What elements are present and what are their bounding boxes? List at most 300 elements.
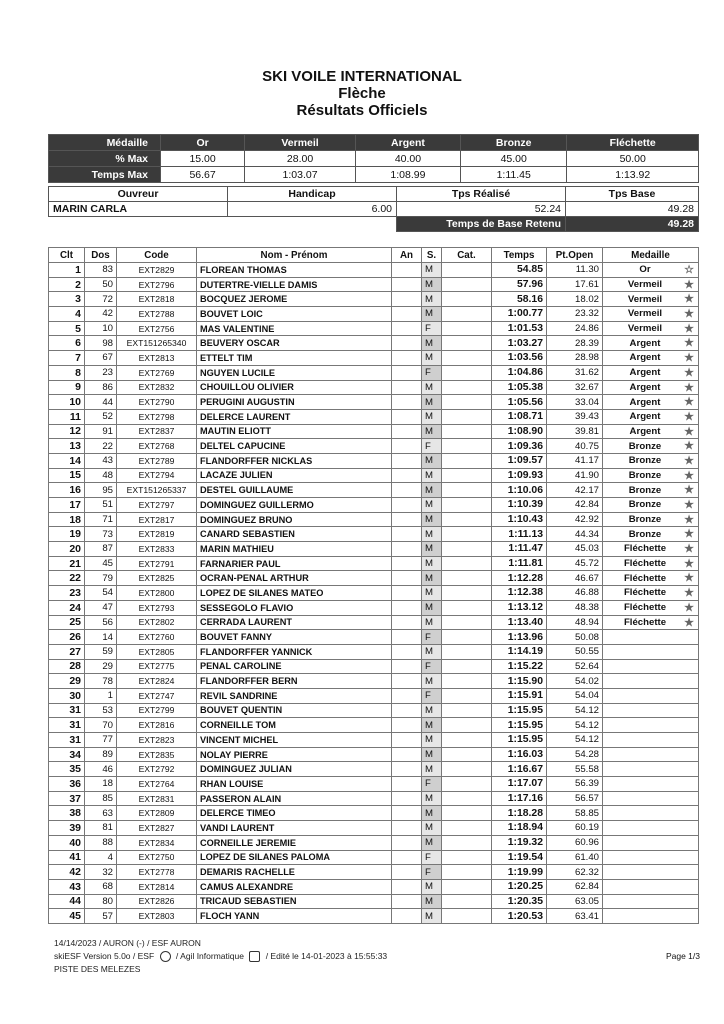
year-cell — [392, 571, 422, 586]
code-cell: EXT2800 — [117, 586, 197, 601]
name-cell: CORNEILLE TOM — [197, 718, 392, 733]
sex-cell: M — [422, 453, 442, 468]
sex-cell: M — [422, 909, 442, 924]
code-cell: EXT2750 — [117, 850, 197, 865]
ouvreur-handicap: 6.00 — [228, 202, 397, 217]
table-row — [49, 321, 699, 336]
medal-cell — [603, 365, 699, 380]
category-cell — [442, 542, 492, 557]
code-cell: EXT2837 — [117, 424, 197, 439]
time-cell: 1:15.91 — [492, 688, 547, 703]
sex-cell: M — [422, 498, 442, 513]
name-cell: NOLAY PIERRE — [197, 747, 392, 762]
points-cell: 41.17 — [547, 453, 603, 468]
code-cell: EXT2826 — [117, 894, 197, 909]
sex-cell: M — [422, 747, 442, 762]
bib-cell: 44 — [85, 395, 117, 410]
col-code: Code — [117, 248, 197, 263]
medal-cell — [603, 321, 699, 336]
pct-argent: 40.00 — [355, 151, 460, 167]
star-icon: ★ — [684, 484, 694, 497]
table-row — [49, 688, 699, 703]
footer-piste: PISTE DES MELEZES — [54, 964, 141, 974]
bib-cell: 80 — [85, 894, 117, 909]
star-icon: ★ — [684, 308, 694, 321]
time-cell: 1:15.95 — [492, 718, 547, 733]
star-icon: ☆ — [684, 264, 694, 276]
medal-label: Fléchette — [623, 558, 667, 570]
table-row — [49, 263, 699, 278]
table-row — [49, 821, 699, 836]
name-cell: MAUTIN ELIOTT — [197, 424, 392, 439]
points-cell: 42.92 — [547, 512, 603, 527]
year-cell — [392, 527, 422, 542]
col-cat: Cat. — [442, 248, 492, 263]
tps-realise-header: Tps Réalisé — [397, 187, 566, 202]
name-cell: FLANDORFFER YANNICK — [197, 644, 392, 659]
year-cell — [392, 850, 422, 865]
code-cell: EXT151265340 — [117, 336, 197, 351]
star-icon: ★ — [684, 601, 694, 614]
sex-cell: M — [422, 380, 442, 395]
col-an: An — [392, 248, 422, 263]
pct-label: % Max — [49, 151, 161, 167]
time-cell: 57.96 — [492, 277, 547, 292]
name-cell: PENAL CAROLINE — [197, 659, 392, 674]
medal-label: Argent — [629, 396, 661, 408]
points-cell: 62.32 — [547, 865, 603, 880]
bib-cell: 79 — [85, 571, 117, 586]
name-cell: PASSERON ALAIN — [197, 791, 392, 806]
time-cell: 1:04.86 — [492, 365, 547, 380]
name-cell: OCRAN-PENAL ARTHUR — [197, 571, 392, 586]
category-cell — [442, 409, 492, 424]
table-row — [49, 380, 699, 395]
name-cell: TRICAUD SEBASTIEN — [197, 894, 392, 909]
category-cell — [442, 703, 492, 718]
category-cell — [442, 747, 492, 762]
points-cell: 50.55 — [547, 644, 603, 659]
category-cell — [442, 571, 492, 586]
medal-col-vermeil: Vermeil — [245, 135, 356, 151]
code-cell: EXT2802 — [117, 615, 197, 630]
code-cell: EXT2816 — [117, 718, 197, 733]
time-flechette: 1:13.92 — [567, 167, 699, 183]
name-cell: REVIL SANDRINE — [197, 688, 392, 703]
table-row — [49, 615, 699, 630]
name-cell: FLANDORFFER BERN — [197, 674, 392, 689]
name-cell: DELTEL CAPUCINE — [197, 439, 392, 454]
medal-cell — [603, 835, 699, 850]
year-cell — [392, 688, 422, 703]
sex-cell: F — [422, 630, 442, 645]
results-heading: Résultats Officiels — [296, 102, 428, 119]
medal-label: Argent — [629, 367, 661, 379]
bib-cell: 50 — [85, 277, 117, 292]
time-cell: 1:18.28 — [492, 806, 547, 821]
name-cell: CERRADA LAURENT — [197, 615, 392, 630]
code-cell: EXT2789 — [117, 453, 197, 468]
bib-cell: 43 — [85, 453, 117, 468]
time-cell: 1:16.67 — [492, 762, 547, 777]
bib-cell: 83 — [85, 263, 117, 278]
rank-cell: 4 — [49, 307, 85, 322]
rank-cell: 12 — [49, 424, 85, 439]
name-cell: DELERCE LAURENT — [197, 409, 392, 424]
esf-logo-icon — [160, 951, 171, 962]
year-cell — [392, 263, 422, 278]
points-cell: 45.72 — [547, 556, 603, 571]
medal-col-bronze: Bronze — [461, 135, 567, 151]
code-cell: EXT2796 — [117, 277, 197, 292]
retenu-label: Temps de Base Retenu — [397, 217, 566, 232]
points-cell: 48.94 — [547, 615, 603, 630]
code-cell: EXT2805 — [117, 644, 197, 659]
medal-cell — [603, 703, 699, 718]
points-cell: 55.58 — [547, 762, 603, 777]
medal-cell — [603, 512, 699, 527]
code-cell: EXT2833 — [117, 542, 197, 557]
sex-cell: M — [422, 733, 442, 748]
rank-cell: 28 — [49, 659, 85, 674]
points-cell: 58.85 — [547, 806, 603, 821]
medal-cell — [603, 909, 699, 924]
medal-cell — [603, 586, 699, 601]
year-cell — [392, 909, 422, 924]
year-cell — [392, 556, 422, 571]
medal-cell — [603, 307, 699, 322]
col-temps: Temps — [492, 248, 547, 263]
medal-label: Argent — [629, 337, 661, 349]
category-cell — [442, 894, 492, 909]
time-cell: 1:13.12 — [492, 600, 547, 615]
rank-cell: 17 — [49, 498, 85, 513]
year-cell — [392, 512, 422, 527]
code-cell: EXT2818 — [117, 292, 197, 307]
time-cell: 1:08.90 — [492, 424, 547, 439]
footer-version: skiESF Version 5.0o / ESF — [54, 951, 155, 961]
code-cell: EXT2793 — [117, 600, 197, 615]
name-cell: DEMARIS RACHELLE — [197, 865, 392, 880]
rank-cell: 15 — [49, 468, 85, 483]
bib-cell: 68 — [85, 879, 117, 894]
time-cell: 1:13.40 — [492, 615, 547, 630]
time-cell: 1:15.95 — [492, 703, 547, 718]
category-cell — [442, 453, 492, 468]
code-cell: EXT2798 — [117, 409, 197, 424]
time-cell: 1:17.16 — [492, 791, 547, 806]
points-cell: 41.90 — [547, 468, 603, 483]
code-cell: EXT2799 — [117, 703, 197, 718]
sex-cell: M — [422, 277, 442, 292]
medal-col-flechette: Fléchette — [567, 135, 699, 151]
time-bronze: 1:11.45 — [461, 167, 567, 183]
star-icon: ★ — [684, 572, 694, 585]
tps-base-header: Tps Base — [566, 187, 699, 202]
bib-cell: 85 — [85, 791, 117, 806]
bib-cell: 53 — [85, 703, 117, 718]
name-cell: DELERCE TIMEO — [197, 806, 392, 821]
table-row — [49, 747, 699, 762]
points-cell: 60.96 — [547, 835, 603, 850]
pct-vermeil: 28.00 — [245, 151, 356, 167]
sex-cell: M — [422, 821, 442, 836]
bib-cell: 98 — [85, 336, 117, 351]
category-cell — [442, 527, 492, 542]
time-cell: 1:10.43 — [492, 512, 547, 527]
sex-cell: F — [422, 850, 442, 865]
name-cell: ETTELT TIM — [197, 351, 392, 366]
category-cell — [442, 644, 492, 659]
table-row — [49, 453, 699, 468]
time-cell: 1:09.57 — [492, 453, 547, 468]
category-cell — [442, 512, 492, 527]
star-icon: ★ — [684, 469, 694, 482]
sex-cell: M — [422, 483, 442, 498]
code-cell: EXT151265337 — [117, 483, 197, 498]
table-row — [49, 733, 699, 748]
name-cell: BOUVET LOIC — [197, 307, 392, 322]
points-cell: 52.64 — [547, 659, 603, 674]
points-cell: 54.28 — [547, 747, 603, 762]
year-cell — [392, 865, 422, 880]
name-cell: DOMINGUEZ GUILLERMO — [197, 498, 392, 513]
category-cell — [442, 483, 492, 498]
medal-cell — [603, 615, 699, 630]
code-cell: EXT2829 — [117, 263, 197, 278]
year-cell — [392, 630, 422, 645]
table-row — [49, 659, 699, 674]
code-cell: EXT2824 — [117, 674, 197, 689]
star-icon: ★ — [684, 425, 694, 438]
table-row — [49, 644, 699, 659]
name-cell: BEUVERY OSCAR — [197, 336, 392, 351]
medal-cell — [603, 424, 699, 439]
code-cell: EXT2790 — [117, 395, 197, 410]
medal-label: Vermeil — [627, 323, 663, 335]
rank-cell: 31 — [49, 703, 85, 718]
rank-cell: 31 — [49, 718, 85, 733]
ouvreur-tps-realise: 52.24 — [397, 202, 566, 217]
medal-label: Bronze — [628, 499, 662, 511]
name-cell: SESSEGOLO FLAVIO — [197, 600, 392, 615]
year-cell — [392, 879, 422, 894]
name-cell: LOPEZ DE SILANES MATEO — [197, 586, 392, 601]
name-cell: BOUVET QUENTIN — [197, 703, 392, 718]
rank-cell: 7 — [49, 351, 85, 366]
rank-cell: 37 — [49, 791, 85, 806]
rank-cell: 42 — [49, 865, 85, 880]
name-cell: BOCQUEZ JEROME — [197, 292, 392, 307]
name-cell: VINCENT MICHEL — [197, 733, 392, 748]
medal-cell — [603, 879, 699, 894]
table-row — [49, 806, 699, 821]
points-cell: 54.12 — [547, 733, 603, 748]
medal-cell — [603, 600, 699, 615]
table-row — [49, 556, 699, 571]
sex-cell: M — [422, 835, 442, 850]
sex-cell: M — [422, 644, 442, 659]
rank-cell: 38 — [49, 806, 85, 821]
category-cell — [442, 777, 492, 792]
medal-cell — [603, 527, 699, 542]
medal-cell — [603, 644, 699, 659]
bib-cell: 86 — [85, 380, 117, 395]
table-row — [49, 865, 699, 880]
sex-cell: M — [422, 542, 442, 557]
sex-cell: M — [422, 512, 442, 527]
name-cell: BOUVET FANNY — [197, 630, 392, 645]
category-cell — [442, 615, 492, 630]
medal-cell — [603, 395, 699, 410]
bib-cell: 10 — [85, 321, 117, 336]
category-cell — [442, 688, 492, 703]
time-cell: 1:18.94 — [492, 821, 547, 836]
rank-cell: 36 — [49, 777, 85, 792]
rank-cell: 35 — [49, 762, 85, 777]
year-cell — [392, 439, 422, 454]
sex-cell: M — [422, 806, 442, 821]
year-cell — [392, 351, 422, 366]
sex-cell: M — [422, 263, 442, 278]
rank-cell: 27 — [49, 644, 85, 659]
points-cell: 50.08 — [547, 630, 603, 645]
table-row — [49, 424, 699, 439]
points-cell: 46.88 — [547, 586, 603, 601]
points-cell: 48.38 — [547, 600, 603, 615]
category-cell — [442, 468, 492, 483]
col-pt-open: Pt.Open — [547, 248, 603, 263]
medal-cell — [603, 483, 699, 498]
table-row — [49, 336, 699, 351]
rank-cell: 8 — [49, 365, 85, 380]
medal-cell — [603, 733, 699, 748]
star-icon: ★ — [684, 352, 694, 365]
time-cell: 1:15.95 — [492, 733, 547, 748]
time-cell: 54.85 — [492, 263, 547, 278]
bib-cell: 1 — [85, 688, 117, 703]
bib-cell: 29 — [85, 659, 117, 674]
category-cell — [442, 439, 492, 454]
rank-cell: 25 — [49, 615, 85, 630]
code-cell: EXT2827 — [117, 821, 197, 836]
bib-cell: 78 — [85, 674, 117, 689]
year-cell — [392, 835, 422, 850]
year-cell — [392, 365, 422, 380]
star-icon: ★ — [684, 528, 694, 541]
rank-cell: 10 — [49, 395, 85, 410]
category-cell — [442, 277, 492, 292]
sex-cell: M — [422, 791, 442, 806]
medal-cell — [603, 468, 699, 483]
points-cell: 28.39 — [547, 336, 603, 351]
table-row — [49, 718, 699, 733]
footer-event: 14/14/2023 / AURON (-) / ESF AURON — [54, 938, 201, 948]
category-cell — [442, 821, 492, 836]
star-icon: ★ — [684, 337, 694, 350]
points-cell: 61.40 — [547, 850, 603, 865]
code-cell: EXT2817 — [117, 512, 197, 527]
sex-cell: F — [422, 365, 442, 380]
category-cell — [442, 600, 492, 615]
sex-cell: M — [422, 762, 442, 777]
time-argent: 1:08.99 — [355, 167, 460, 183]
time-vermeil: 1:03.07 — [245, 167, 356, 183]
bib-cell: 71 — [85, 512, 117, 527]
bib-cell: 52 — [85, 409, 117, 424]
table-row — [49, 439, 699, 454]
name-cell: CANARD SEBASTIEN — [197, 527, 392, 542]
time-cell: 1:11.13 — [492, 527, 547, 542]
year-cell — [392, 409, 422, 424]
category-cell — [442, 586, 492, 601]
bib-cell: 87 — [85, 542, 117, 557]
rank-cell: 18 — [49, 512, 85, 527]
code-cell: EXT2760 — [117, 630, 197, 645]
sex-cell: M — [422, 615, 442, 630]
category-cell — [442, 292, 492, 307]
points-cell: 54.02 — [547, 674, 603, 689]
code-cell: EXT2814 — [117, 879, 197, 894]
medal-cell — [603, 762, 699, 777]
time-cell: 1:19.54 — [492, 850, 547, 865]
rank-cell: 21 — [49, 556, 85, 571]
sex-cell: M — [422, 586, 442, 601]
points-cell: 54.04 — [547, 688, 603, 703]
category-cell — [442, 263, 492, 278]
rank-cell: 14 — [49, 453, 85, 468]
bib-cell: 47 — [85, 600, 117, 615]
time-cell: 1:20.53 — [492, 909, 547, 924]
rank-cell: 11 — [49, 409, 85, 424]
table-row — [49, 409, 699, 424]
rank-cell: 45 — [49, 909, 85, 924]
points-cell: 56.57 — [547, 791, 603, 806]
name-cell: LOPEZ DE SILANES PALOMA — [197, 850, 392, 865]
time-cell: 1:05.38 — [492, 380, 547, 395]
table-row — [49, 879, 699, 894]
medal-label: Bronze — [628, 528, 662, 540]
time-cell: 1:13.96 — [492, 630, 547, 645]
sex-cell: M — [422, 395, 442, 410]
time-cell: 1:10.39 — [492, 498, 547, 513]
time-cell: 1:11.47 — [492, 542, 547, 557]
medal-label: Argent — [629, 411, 661, 423]
table-row — [49, 835, 699, 850]
code-cell: EXT2764 — [117, 777, 197, 792]
category-cell — [442, 395, 492, 410]
medal-cell — [603, 263, 699, 278]
rank-cell: 20 — [49, 542, 85, 557]
medal-label: Médaille — [49, 135, 161, 151]
results-table — [48, 247, 699, 924]
bib-cell: 63 — [85, 806, 117, 821]
points-cell: 45.03 — [547, 542, 603, 557]
medal-cell — [603, 630, 699, 645]
medal-cell — [603, 542, 699, 557]
code-cell: EXT2835 — [117, 747, 197, 762]
points-cell: 42.84 — [547, 498, 603, 513]
time-cell: 1:15.22 — [492, 659, 547, 674]
points-cell: 60.19 — [547, 821, 603, 836]
year-cell — [392, 762, 422, 777]
medal-label: Fléchette — [623, 616, 667, 628]
sex-cell: M — [422, 674, 442, 689]
code-cell: EXT2778 — [117, 865, 197, 880]
table-row — [49, 468, 699, 483]
year-cell — [392, 674, 422, 689]
rank-cell: 40 — [49, 835, 85, 850]
